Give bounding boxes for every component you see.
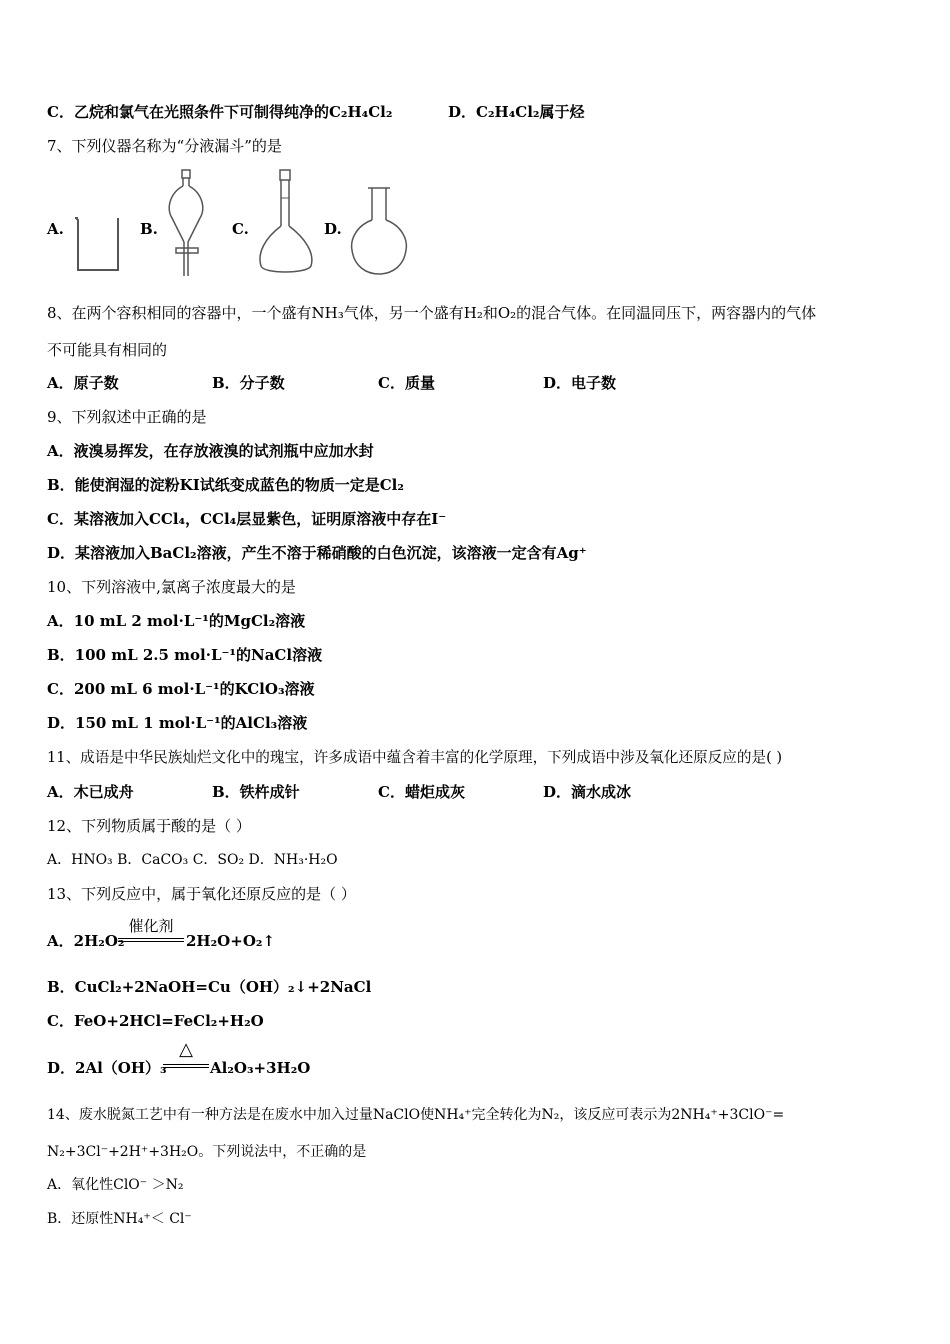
q8-stem-line2: 不可能具有相同的 (47, 341, 168, 359)
q13-option-a-right: 2H₂O+O₂↑ (186, 932, 276, 950)
q14-option-a: A．氧化性ClO⁻ ＞N₂ (47, 1177, 184, 1193)
q13-option-c: C．FeO+2HCl=FeCl₂+H₂O (47, 1012, 264, 1030)
q9-option-b: B．能使润湿的淀粉KI试纸变成蓝色的物质一定是Cl₂ (47, 476, 404, 494)
q6-option-c: C．乙烷和氯气在光照条件下可制得纯净的C₂H₄Cl₂ (47, 103, 393, 121)
q11-option-a: A．木已成舟 (47, 783, 134, 801)
q13-option-d-left: D．2Al（OH）₃ (47, 1059, 167, 1077)
q8-stem-line1: 8、在两个容积相同的容器中，一个盛有NH₃气体，另一个盛有H₂和O₂的混合气体。在同温同压下，两容器内的气体 (47, 304, 817, 322)
q14-stem-line1: 14、废水脱氮工艺中有一种方法是在废水中加入过量NaClO使NH₄⁺完全转化为N₂，该反应可表示为2NH₄⁺+3ClO⁻= (47, 1107, 785, 1123)
q11-option-d: D．滴水成冰 (543, 783, 632, 801)
q8-option-c: C．质量 (378, 374, 435, 392)
q9-stem: 9、下列叙述中正确的是 (47, 408, 207, 426)
q13-option-a-left: A．2H₂O₂ (47, 932, 125, 950)
q11-option-b: B．铁杵成针 (212, 783, 300, 801)
q10-option-a: A．10 mL 2 mol·L⁻¹的MgCl₂溶液 (47, 612, 306, 630)
q9-option-c: C．某溶液加入CCl₄，CCl₄层显紫色，证明原溶液中存在I⁻ (47, 510, 447, 528)
q7-stem: 7、下列仪器名称为“分液漏斗”的是 (47, 137, 282, 155)
separatory-funnel-icon (160, 168, 212, 278)
q8-option-b: B．分子数 (212, 374, 285, 392)
q11-stem: 11、成语是中华民族灿烂文化中的瑰宝，许多成语中蕴含着丰富的化学原理，下列成语中涉及氧化还原反应的是( ) (47, 749, 783, 766)
catalyst-condition-arrow (118, 918, 184, 944)
volumetric-flask-icon (255, 168, 317, 278)
q10-option-c: C．200 mL 6 mol·L⁻¹的KClO₃溶液 (47, 680, 315, 698)
q10-stem: 10、下列溶液中,氯离子浓度最大的是 (47, 578, 296, 596)
round-bottom-flask-icon (348, 186, 410, 278)
q11-option-c: C．蜡炬成灰 (378, 783, 465, 801)
q6-option-d: D．C₂H₄Cl₂属于烃 (448, 103, 585, 121)
q7-label-d: D. (324, 220, 342, 238)
beaker-icon (72, 212, 124, 274)
q13-option-b: B．CuCl₂+2NaOH=Cu（OH）₂↓+2NaCl (47, 978, 372, 996)
q13-option-d-right: Al₂O₃+3H₂O (210, 1059, 311, 1077)
q10-option-b: B．100 mL 2.5 mol·L⁻¹的NaCl溶液 (47, 646, 323, 664)
q10-option-d: D．150 mL 1 mol·L⁻¹的AlCl₃溶液 (47, 714, 308, 732)
q14-option-b: B．还原性NH₄⁺＜ Cl⁻ (47, 1211, 192, 1227)
q12-options: A．HNO₃ B．CaCO₃ C．SO₂ D．NH₃·H₂O (47, 852, 338, 868)
q14-stem-line2: N₂+3Cl⁻+2H⁺+3H₂O。下列说法中，不正确的是 (47, 1144, 367, 1160)
heat-label: △ (179, 1039, 193, 1060)
q9-option-a: A．液溴易挥发，在存放液溴的试剂瓶中应加水封 (47, 442, 374, 460)
catalyst-label: 催化剂 (128, 917, 174, 935)
q12-stem: 12、下列物质属于酸的是（ ） (47, 817, 251, 835)
q7-label-a: A. (47, 220, 64, 238)
q8-option-d: D．电子数 (543, 374, 617, 392)
q9-option-d: D．某溶液加入BaCl₂溶液，产生不溶于稀硝酸的白色沉淀，该溶液一定含有Ag⁺ (47, 544, 587, 562)
heat-condition-arrow (163, 1039, 209, 1070)
q7-label-c: C. (232, 220, 249, 238)
q8-option-a: A．原子数 (47, 374, 119, 392)
q13-stem: 13、下列反应中，属于氧化还原反应的是（ ） (47, 885, 356, 903)
q7-label-b: B. (140, 220, 158, 238)
